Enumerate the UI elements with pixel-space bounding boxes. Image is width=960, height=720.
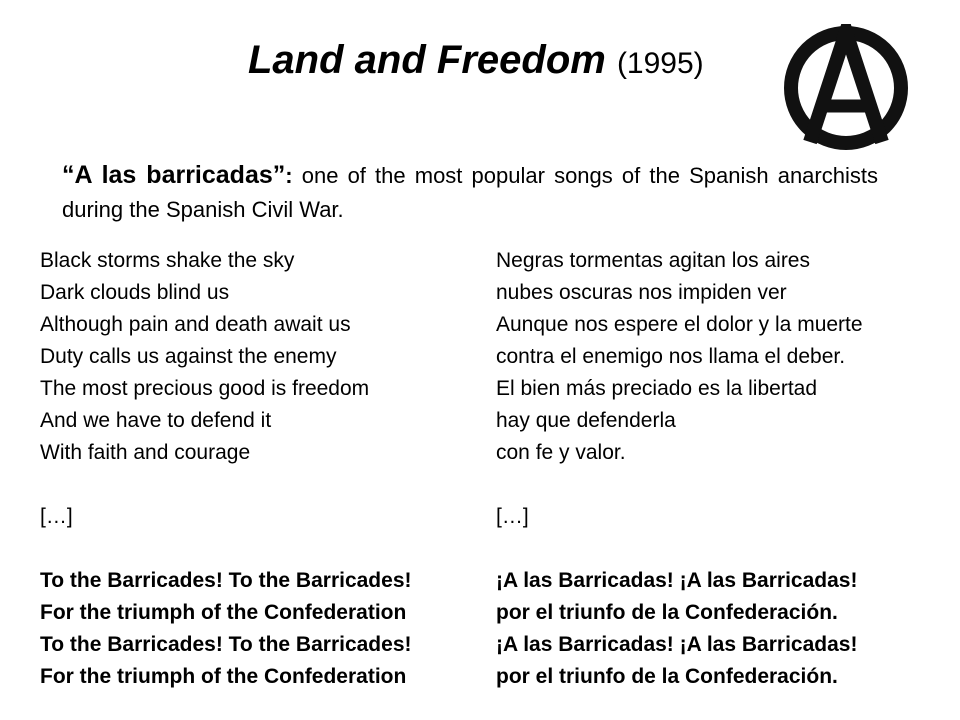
lyric-line: El bien más preciado es la libertad (496, 377, 818, 400)
english-lyrics (40, 245, 412, 693)
anarchy-circle-a-icon (782, 24, 910, 152)
lyric-line: nubes oscuras nos impiden ver (496, 281, 787, 304)
spanish-lyrics (496, 245, 863, 693)
chorus-line: ¡A las Barricadas! ¡A las Barricadas! (496, 569, 858, 592)
slide-title (248, 38, 704, 83)
chorus-line: To the Barricades! To the Barricades! (40, 633, 412, 656)
lyric-line: con fe y valor. (496, 441, 626, 464)
film-title: Land and Freedom (248, 38, 606, 82)
song-title: “A las barricadas” (62, 161, 286, 189)
lyric-line: Aunque nos espere el dolor y la muerte (496, 313, 863, 336)
lyric-line: The most precious good is freedom (40, 377, 370, 400)
lyric-line: Negras tormentas agitan los aires (496, 249, 810, 272)
intro-colon: : (285, 163, 293, 188)
stanza-gap (40, 533, 412, 565)
lyric-line: Although pain and death await us (40, 313, 351, 336)
stanza-gap (496, 533, 863, 565)
lyric-line: Duty calls us against the enemy (40, 345, 337, 368)
intro-paragraph (62, 158, 878, 227)
chorus-line: For the triumph of the Confederation (40, 601, 407, 624)
lyric-line: With faith and courage (40, 441, 251, 464)
chorus-line: por el triunfo de la Confederación. (496, 665, 838, 688)
lyric-line: Dark clouds blind us (40, 281, 230, 304)
lyric-line: hay que defenderla (496, 409, 676, 432)
stanza-gap (496, 469, 863, 501)
stanza-gap (40, 469, 412, 501)
intro-text: one of the most popular songs of the Spanish anarchists during the Spanish Civil War. (62, 163, 878, 222)
chorus-line: To the Barricades! To the Barricades! (40, 569, 412, 592)
lyric-ellipsis: […] (496, 505, 529, 528)
chorus-line: por el triunfo de la Confederación. (496, 601, 838, 624)
film-year: (1995) (616, 47, 704, 80)
lyric-line: Black storms shake the sky (40, 249, 295, 272)
lyric-ellipsis: […] (40, 505, 73, 528)
chorus-line: ¡A las Barricadas! ¡A las Barricadas! (496, 633, 858, 656)
lyric-line: contra el enemigo nos llama el deber. (496, 345, 846, 368)
lyric-line: And we have to defend it (40, 409, 272, 432)
chorus-line: For the triumph of the Confederation (40, 665, 407, 688)
